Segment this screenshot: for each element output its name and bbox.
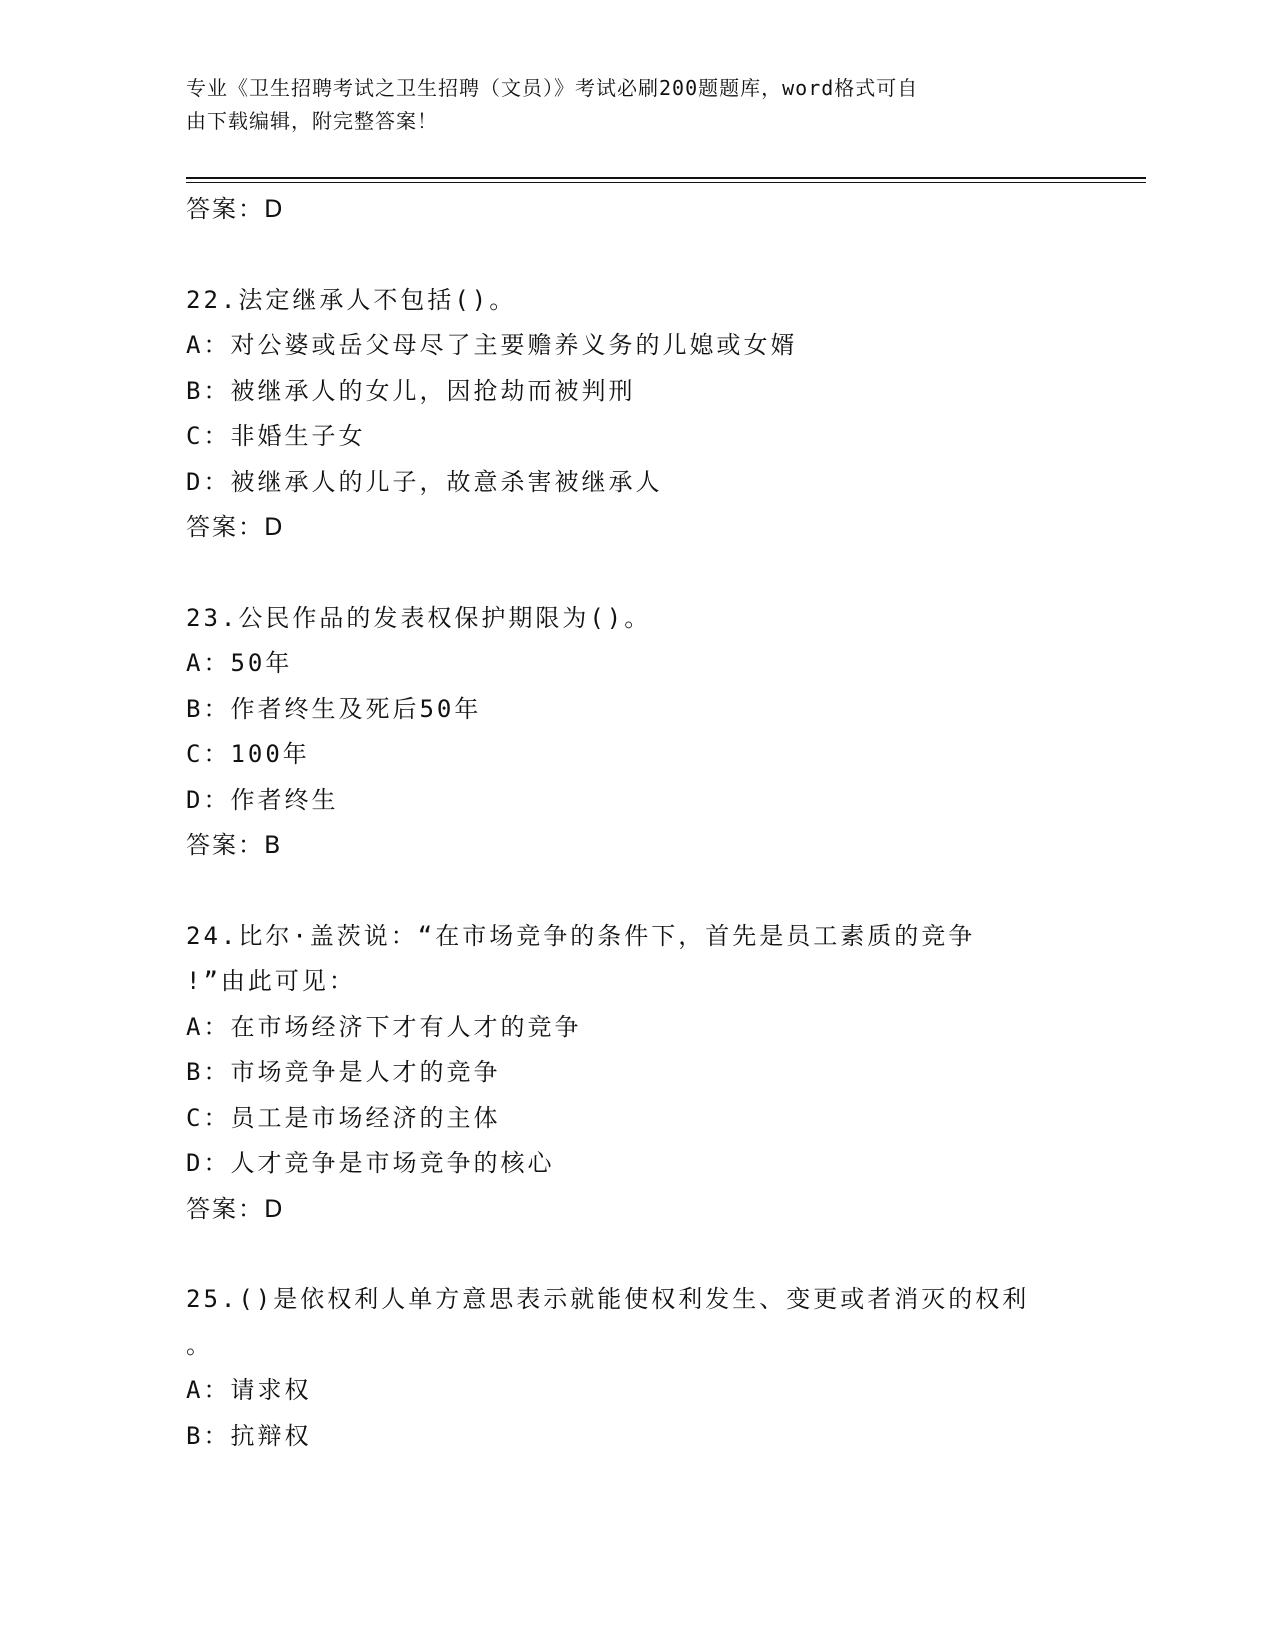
header-divider-thick bbox=[186, 177, 1146, 179]
answer-line: 答案：D bbox=[186, 195, 285, 223]
document-header bbox=[186, 72, 1066, 138]
option-c: C：员工是市场经济的主体 bbox=[186, 1103, 501, 1132]
question-block bbox=[186, 278, 1086, 551]
question-stem: 24.比尔·盖茨说：“在市场竞争的条件下，首先是员工素质的竞争 bbox=[186, 921, 976, 950]
question-stem: 25.()是依权利人单方意思表示就能使权利发生、变更或者消灭的权利 bbox=[186, 1285, 1030, 1313]
option-a: A：在市场经济下才有人才的竞争 bbox=[186, 1012, 582, 1041]
option-a: A：50年 bbox=[186, 649, 293, 677]
option-d: D：作者终生 bbox=[186, 785, 339, 814]
option-b: B：被继承人的女儿，因抢劫而被判刑 bbox=[186, 376, 636, 405]
option-a: A：对公婆或岳父母尽了主要赡养义务的儿媳或女婿 bbox=[186, 331, 798, 359]
option-d: D：人才竞争是市场竞争的核心 bbox=[186, 1149, 555, 1177]
option-a: A：请求权 bbox=[186, 1376, 312, 1404]
option-b: B：抗辩权 bbox=[186, 1421, 312, 1450]
option-c: C：100年 bbox=[186, 740, 310, 768]
question-stem: 23.公民作品的发表权保护期限为()。 bbox=[186, 603, 652, 632]
question-list bbox=[186, 187, 1086, 1459]
question-block bbox=[186, 596, 1086, 869]
option-c: C：非婚生子女 bbox=[186, 422, 366, 450]
answer-line: 答案：D bbox=[186, 513, 285, 541]
question-stem-continued: !”由此可见： bbox=[186, 967, 356, 995]
option-b: B：作者终生及死后50年 bbox=[186, 694, 482, 723]
header-line-2: 由下载编辑，附完整答案！ bbox=[186, 109, 438, 133]
option-b: B：市场竞争是人才的竞争 bbox=[186, 1058, 501, 1086]
question-stem-continued: 。 bbox=[186, 1330, 213, 1359]
header-line-1: 专业《卫生招聘考试之卫生招聘（文员）》考试必刷200题题库，word格式可自 bbox=[186, 76, 919, 100]
answer-line: 答案：D bbox=[186, 1194, 285, 1223]
answer-line: 答案：B bbox=[186, 831, 283, 859]
question-stem: 22.法定继承人不包括()。 bbox=[186, 285, 517, 314]
option-d: D：被继承人的儿子，故意杀害被继承人 bbox=[186, 467, 663, 496]
question-block bbox=[186, 1277, 1086, 1459]
header-divider-thin bbox=[186, 182, 1146, 183]
question-block bbox=[186, 914, 1086, 1233]
